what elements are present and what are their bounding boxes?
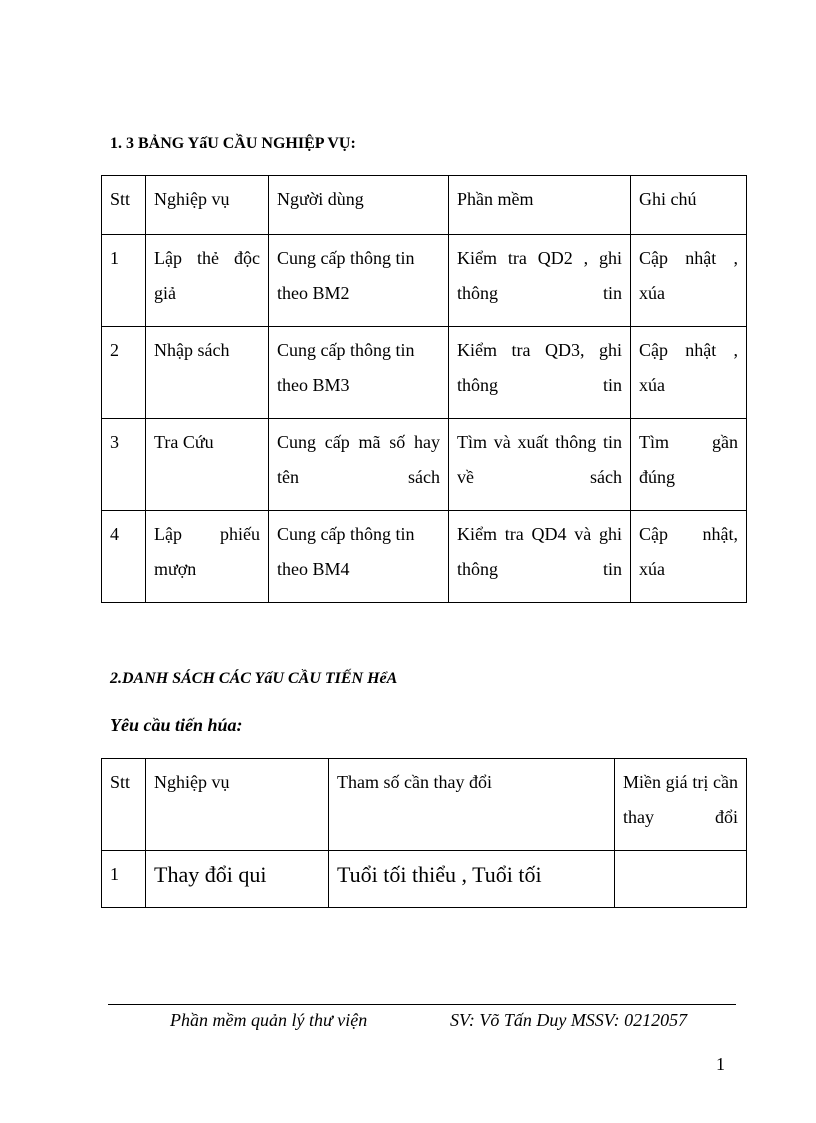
table-cell: 3 — [102, 419, 146, 511]
table-cell: Tìm gần đúng — [631, 419, 747, 511]
column-header: Tham số cần thay đổi — [329, 759, 615, 851]
section1-heading: 1. 3 BẢNG YấU CẦU NGHIỆP VỤ: — [110, 135, 356, 152]
page-number: 1 — [716, 1054, 725, 1074]
footer-divider — [108, 1004, 736, 1005]
table-row — [102, 419, 747, 511]
table-cell: Kiểm tra QD4 và ghi thông tin — [449, 511, 631, 603]
table-cell: 1 — [102, 235, 146, 327]
table-cell: Nhập sách — [146, 327, 269, 419]
table-cell: Tìm và xuất thông tin về sách — [449, 419, 631, 511]
column-header: Phần mềm — [449, 176, 631, 235]
business-requirements-table — [101, 175, 747, 603]
table-cell: Lập phiếu mượn — [146, 511, 269, 603]
table-cell: Kiểm tra QD3, ghi thông tin — [449, 327, 631, 419]
footer-author: SV: Võ Tấn Duy MSSV: 0212057 — [450, 1010, 688, 1030]
table-cell: Cung cấp mã số hay tên sách — [269, 419, 449, 511]
column-header: Stt — [102, 176, 146, 235]
table-cell: Tra Cứu — [146, 419, 269, 511]
section2-subheading: Yêu cầu tiến húa: — [110, 715, 243, 735]
column-header: Stt — [102, 759, 146, 851]
table-cell: Lập thẻ độc giả — [146, 235, 269, 327]
table-cell: Cung cấp thông tin theo BM3 — [269, 327, 449, 419]
table-header-row — [102, 176, 747, 235]
table-row — [102, 235, 747, 327]
column-header: Ghi chú — [631, 176, 747, 235]
table-row — [102, 327, 747, 419]
table-row — [102, 851, 747, 908]
table-header-row — [102, 759, 747, 851]
table-cell — [615, 851, 747, 908]
section2-heading: 2.DANH SÁCH CÁC YấU CẦU TIẾN HểA — [110, 670, 398, 687]
table-cell: Cung cấp thông tin theo BM4 — [269, 511, 449, 603]
table-cell: Kiểm tra QD2 , ghi thông tin — [449, 235, 631, 327]
table-cell: 4 — [102, 511, 146, 603]
table-cell: 1 — [102, 851, 146, 908]
column-header: Miền giá trị cần thay đổi — [615, 759, 747, 851]
column-header: Nghiệp vụ — [146, 759, 329, 851]
column-header: Nghiệp vụ — [146, 176, 269, 235]
footer-document-title: Phần mềm quản lý thư viện — [170, 1010, 368, 1030]
table-cell: Cập nhật , xúa — [631, 327, 747, 419]
table-cell: Cung cấp thông tin theo BM2 — [269, 235, 449, 327]
evolution-requirements-table — [101, 758, 747, 908]
table-cell: Cập nhật, xúa — [631, 511, 747, 603]
table-cell: Tuổi tối thiểu , Tuổi tối — [329, 851, 615, 908]
table-cell: 2 — [102, 327, 146, 419]
table-cell: Cập nhật , xúa — [631, 235, 747, 327]
column-header: Người dùng — [269, 176, 449, 235]
table-cell: Thay đổi qui — [146, 851, 329, 908]
table-row — [102, 511, 747, 603]
